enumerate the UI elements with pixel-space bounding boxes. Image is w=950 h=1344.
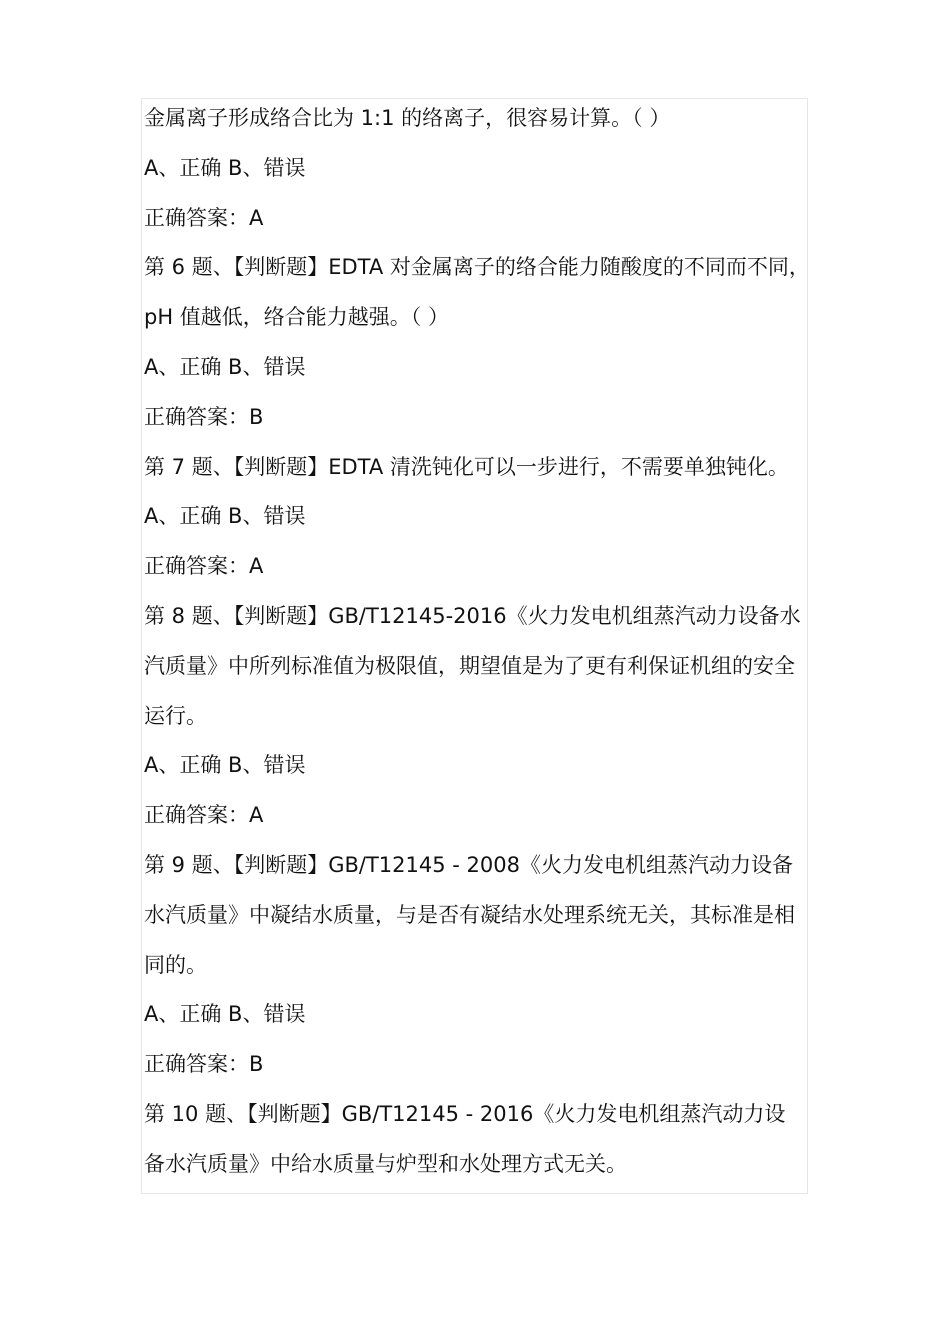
question-9-options: A、正确 B、错误 — [144, 1002, 306, 1027]
document-body — [144, 94, 824, 1190]
question-9-text-line-3: 同的。 — [144, 952, 207, 977]
question-8-options: A、正确 B、错误 — [144, 753, 306, 778]
question-9-text-line-2: 水汽质量》中凝结水质量，与是否有凝结水处理系统无关，其标准是相 — [144, 902, 795, 927]
question-6-options: A、正确 B、错误 — [144, 354, 306, 379]
question-6-answer: 正确答案：B — [144, 404, 264, 429]
question-10-text-line-1: 第 10 题、【判断题】GB/T12145 - 2016《火力发电机组蒸汽动力设 — [144, 1101, 786, 1126]
question-9-answer: 正确答案：B — [144, 1052, 264, 1077]
question-7-options: A、正确 B、错误 — [144, 504, 306, 529]
question-10-text-line-2: 备水汽质量》中给水质量与炉型和水处理方式无关。 — [144, 1151, 627, 1176]
question-5-text-end: 金属离子形成络合比为 1:1 的络离子，很容易计算。（ ） — [144, 106, 671, 130]
question-8-text-line-3: 运行。 — [144, 703, 207, 728]
question-9-text-line-1: 第 9 题、【判断题】GB/T12145 - 2008《火力发电机组蒸汽动力设备 — [144, 852, 793, 877]
question-8-text-line-2: 汽质量》中所列标准值为极限值，期望值是为了更有利保证机组的安全 — [144, 653, 795, 678]
question-8-text-line-1: 第 8 题、【判断题】GB/T12145-2016《火力发电机组蒸汽动力设备水 — [144, 603, 801, 628]
question-6-text-line-2: pH 值越低，络合能力越强。（ ） — [144, 305, 449, 330]
question-6-text-line-1: 第 6 题、【判断题】EDTA 对金属离子的络合能力随酸度的不同而不同， — [144, 255, 810, 280]
question-8-answer: 正确答案：A — [144, 803, 264, 828]
question-5-answer: 正确答案：A — [144, 205, 264, 230]
question-7-text: 第 7 题、【判断题】EDTA 清洗钝化可以一步进行，不需要单独钝化。 — [144, 454, 789, 479]
question-7-answer: 正确答案：A — [144, 554, 264, 579]
question-5-options: A、正确 B、错误 — [144, 155, 306, 180]
